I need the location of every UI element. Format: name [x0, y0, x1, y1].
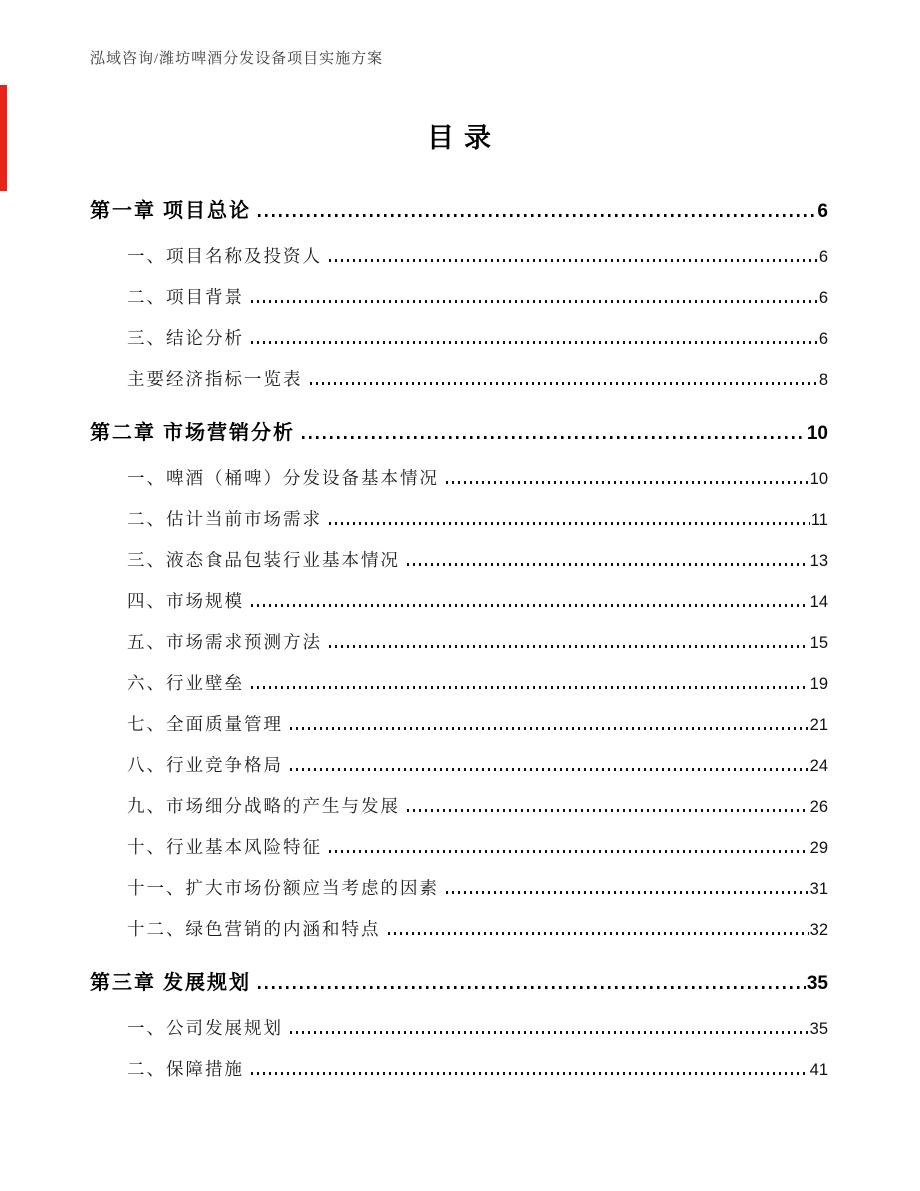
toc-page-number: 29 — [809, 838, 828, 857]
dotted-leader — [302, 436, 806, 439]
toc-entry-label: 五、市场需求预测方法 — [127, 631, 322, 652]
dotted-leader — [329, 645, 809, 648]
dotted-leader — [329, 850, 809, 853]
dotted-leader — [329, 259, 818, 262]
toc-row-item[interactable] — [90, 360, 828, 388]
toc-page-number: 11 — [810, 510, 828, 529]
toc-row-item[interactable] — [90, 459, 828, 487]
toc-row-chapter[interactable] — [90, 963, 828, 993]
toc-entry-label: 第二章 市场营销分析 — [90, 422, 295, 444]
toc-row-item[interactable] — [90, 319, 828, 347]
toc-page-number: 26 — [809, 797, 828, 816]
dotted-leader — [388, 932, 809, 935]
dotted-leader — [251, 686, 809, 689]
toc-entry-label: 六、行业壁垒 — [127, 672, 244, 693]
toc-entry-label: 三、液态食品包装行业基本情况 — [127, 549, 400, 570]
toc-list — [90, 191, 828, 1078]
dotted-leader — [407, 809, 809, 812]
toc-page-number: 8 — [818, 370, 828, 389]
toc-page-number: 6 — [818, 247, 828, 266]
toc-page-number: 19 — [809, 674, 828, 693]
toc-entry-label: 二、估计当前市场需求 — [127, 508, 322, 529]
dotted-leader — [290, 727, 809, 730]
dotted-leader — [290, 768, 809, 771]
toc-row-item[interactable] — [90, 910, 828, 938]
toc-entry-label: 七、全面质量管理 — [127, 713, 283, 734]
toc-row-item[interactable] — [90, 500, 828, 528]
toc-page-number: 24 — [809, 756, 828, 775]
toc-page-number: 10 — [806, 423, 828, 444]
dotted-leader — [329, 522, 810, 525]
dotted-leader — [251, 341, 818, 344]
toc-page-number: 31 — [809, 879, 828, 898]
toc-entry-label: 十二、绿色营销的内涵和特点 — [127, 918, 381, 939]
dotted-leader — [258, 986, 806, 989]
toc-entry-label: 一、项目名称及投资人 — [127, 245, 322, 266]
toc-entry-label: 八、行业竞争格局 — [127, 754, 283, 775]
toc-page-number: 21 — [809, 715, 828, 734]
dotted-leader — [446, 891, 809, 894]
toc-entry-label: 第三章 发展规划 — [90, 972, 251, 994]
toc-row-item[interactable] — [90, 705, 828, 733]
toc-row-item[interactable] — [90, 1009, 828, 1037]
toc-row-item[interactable] — [90, 869, 828, 897]
toc-page-number: 35 — [806, 973, 828, 994]
toc-title: 目录 — [427, 123, 501, 153]
toc-entry-label: 十一、扩大市场份额应当考虑的因素 — [127, 877, 439, 898]
toc-entry-label: 一、公司发展规划 — [127, 1017, 283, 1038]
toc-row-item[interactable] — [90, 623, 828, 651]
toc-row-item[interactable] — [90, 237, 828, 265]
toc-page-number: 6 — [817, 201, 828, 222]
toc-entry-label: 第一章 项目总论 — [90, 200, 251, 222]
toc-page-number: 32 — [809, 920, 828, 939]
toc-entry-label: 十、行业基本风险特征 — [127, 836, 322, 857]
toc-entry-label: 二、保障措施 — [127, 1058, 244, 1079]
toc-row-item[interactable] — [90, 787, 828, 815]
toc-row-item[interactable] — [90, 828, 828, 856]
dotted-leader — [258, 214, 816, 217]
toc-page-number: 41 — [809, 1060, 828, 1079]
toc-page-number: 13 — [809, 551, 828, 570]
toc-row-item[interactable] — [90, 664, 828, 692]
dotted-leader — [407, 563, 809, 566]
toc-page-number: 6 — [818, 288, 828, 307]
toc-page-number: 14 — [809, 592, 828, 611]
document-header: 泓域咨询/潍坊啤酒分发设备项目实施方案 — [90, 51, 384, 67]
dotted-leader — [446, 481, 809, 484]
toc-page-number: 6 — [818, 329, 828, 348]
toc-row-item[interactable] — [90, 278, 828, 306]
toc-entry-label: 九、市场细分战略的产生与发展 — [127, 795, 400, 816]
toc-entry-label: 二、项目背景 — [127, 286, 244, 307]
dotted-leader — [310, 382, 818, 385]
toc-row-chapter[interactable] — [90, 413, 828, 443]
dotted-leader — [251, 604, 809, 607]
toc-page-number: 10 — [809, 469, 828, 488]
toc-page-number: 15 — [809, 633, 828, 652]
toc-entry-label: 主要经济指标一览表 — [127, 368, 303, 389]
toc-row-item[interactable] — [90, 1050, 828, 1078]
toc-entry-label: 一、啤酒（桶啤）分发设备基本情况 — [127, 467, 439, 488]
toc-row-chapter[interactable] — [90, 191, 828, 221]
dotted-leader — [251, 1072, 809, 1075]
toc-entry-label: 四、市场规模 — [127, 590, 244, 611]
toc-page-number: 35 — [809, 1019, 828, 1038]
toc-row-item[interactable] — [90, 582, 828, 610]
toc-row-item[interactable] — [90, 746, 828, 774]
toc-row-item[interactable] — [90, 541, 828, 569]
dotted-leader — [290, 1031, 809, 1034]
red-accent-bar — [0, 85, 7, 191]
dotted-leader — [251, 300, 818, 303]
toc-entry-label: 三、结论分析 — [127, 327, 244, 348]
